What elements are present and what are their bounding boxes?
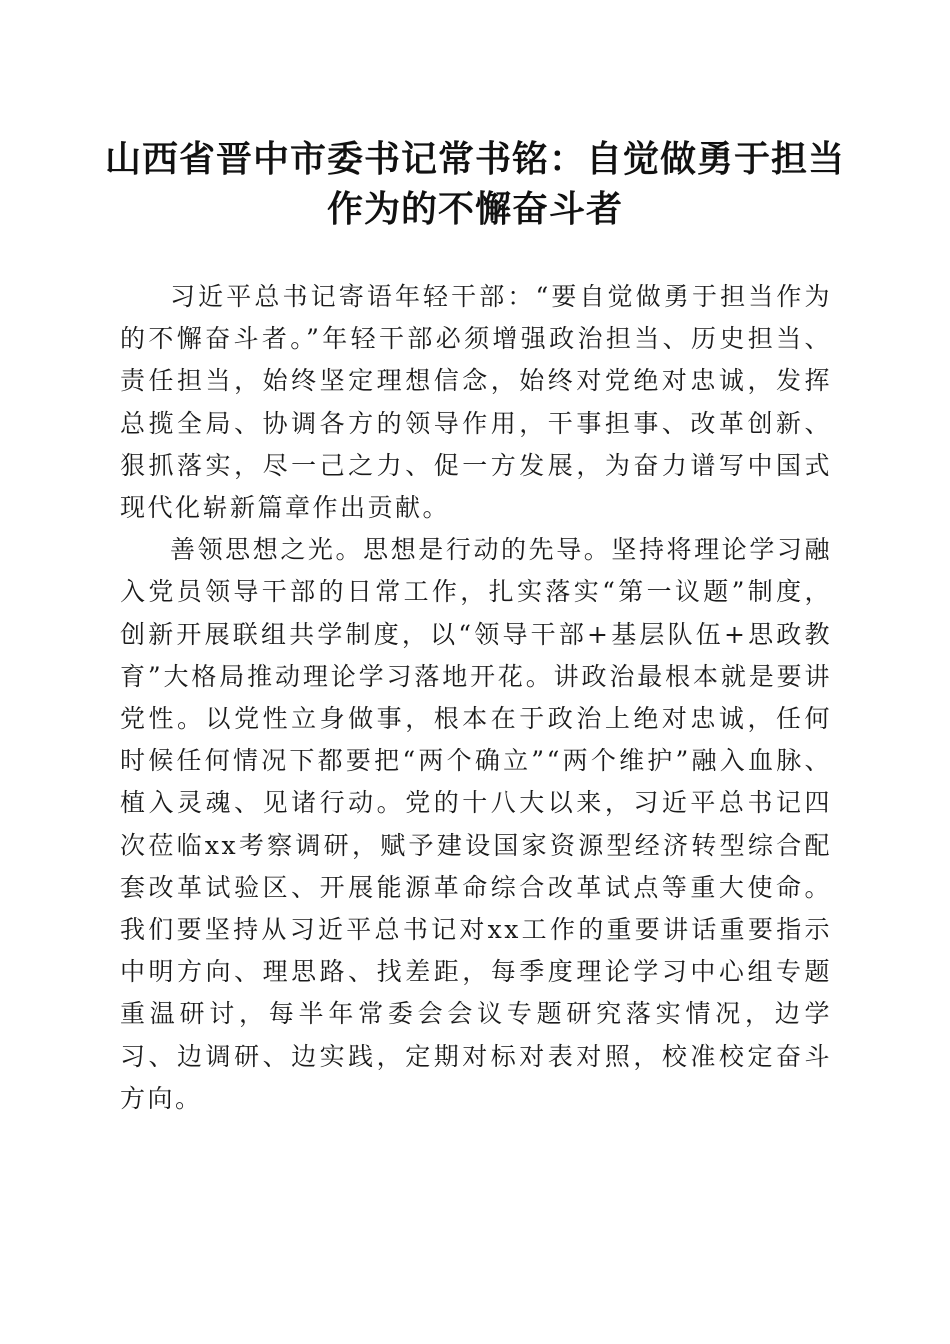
page-title [90, 134, 860, 234]
paragraph-2: 善领思想之光。思想是行动的先导。坚持将理论学习融入党员领导干部的日常工作，扎实落实“第一议题”制度，创新开展联组共学制度，以“领导干部+基层队伍+思政教育”大格局推动理论学习落地开花。讲政治最根本就是要讲党性。以党性立身做事，根本在于政治上绝对忠诚，任何时候任何情况下都要把“两个确立”“两个维护”融入血脉、植入灵魂、见诸行动。党的十八大以来，习近平总书记四次莅临xx考察调研，赋予建设国家资源型经济转型综合配套改革试验区、开展能源革命综合改革试点等重大使命。我们要坚持从习近平总书记对xx工作的重要讲话重要指示中明方向、理思路、找差距，每季度理论学习中心组专题重温研讨，每半年常委会会议专题研究落实情况，边学习、边调研、边实践，定期对标对表对照，校准校定奋斗方向。 [120, 535, 832, 1113]
paragraph-1: 习近平总书记寄语年轻干部：“要自觉做勇于担当作为的不懈奋斗者。”年轻干部必须增强政治担当、历史担当、责任担当，始终坚定理想信念，始终对党绝对忠诚，发挥总揽全局、协调各方的领导作用，干事担事、改革创新、狠抓落实，尽一己之力、促一方发展，为奋力谱写中国式现代化崭新篇章作出贡献。 [120, 282, 832, 523]
title-line-1: 山西省晋中市委书记常书铭：自觉做勇于担当 [104, 138, 845, 180]
title-line-2: 作为的不懈奋斗者 [326, 188, 623, 230]
article-body [120, 276, 832, 1120]
